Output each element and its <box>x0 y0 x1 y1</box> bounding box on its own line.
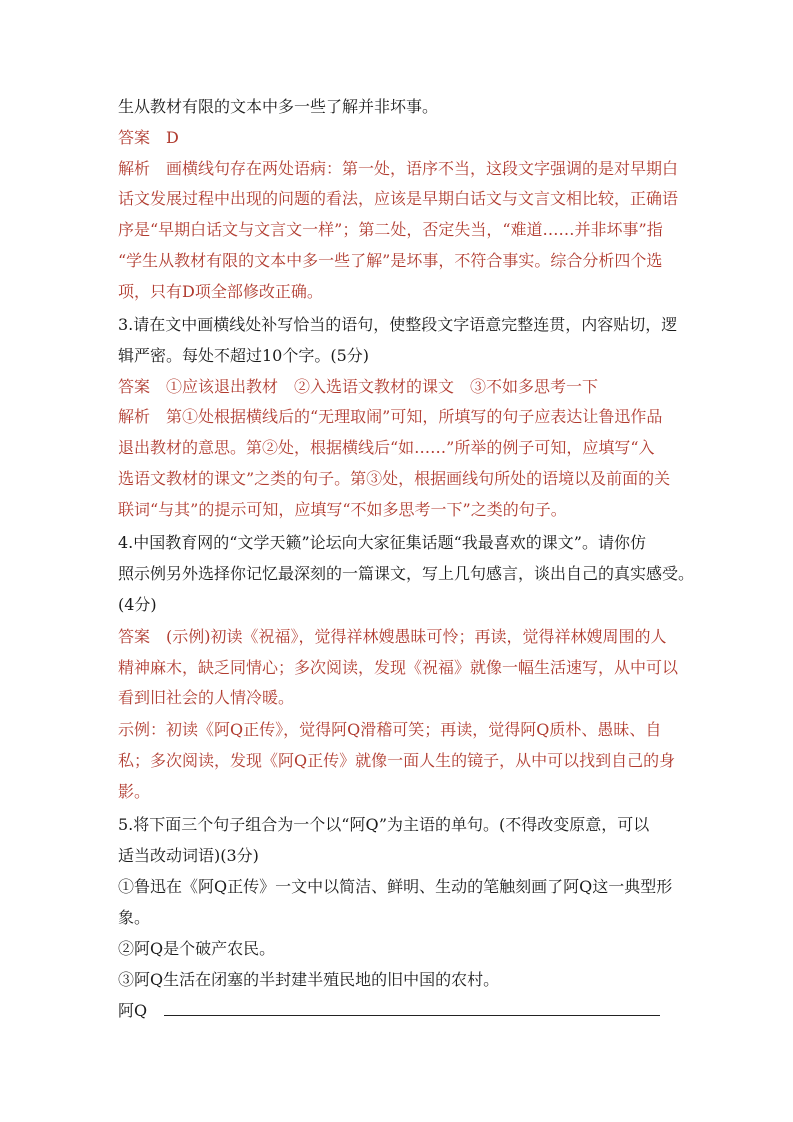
analysis-line: “学生从教材有限的文本中多一些了解”是坏事，不符合事实。综合分析四个选 <box>118 251 663 270</box>
analysis-line: 解析 画横线句存在两处语病：第一处，语序不当，这段文字强调的是对早期白 <box>118 159 679 178</box>
example-line: 影。 <box>118 782 151 801</box>
question-5-line: 5.将下面三个句子组合为一个以“阿Q”为主语的单句。(不得改变原意，可以 <box>118 815 650 834</box>
sentence-2: ②阿Q是个破产农民。 <box>118 939 276 958</box>
text-line: 生从教材有限的文本中多一些了解并非坏事。 <box>118 97 439 116</box>
sentence-3: ③阿Q生活在闭塞的半封建半殖民地的旧中国的农村。 <box>118 970 500 989</box>
answer-line: 答案 ①应该退出教材 ②入选语文教材的课文 ③不如多思考一下 <box>118 377 599 396</box>
analysis-line: 话文发展过程中出现的问题的看法，应该是早期白话文与文言文相比较，正确语 <box>118 189 679 208</box>
answer-blank-line <box>164 1015 660 1016</box>
sentence-1: ①鲁迅在《阿Q正传》一文中以简洁、鲜明、生动的笔触刻画了阿Q这一典型形 <box>118 877 673 896</box>
question-4-line: 照示例另外选择你记忆最深刻的一篇课文，写上几句感言，谈出自己的真实感受。 <box>118 564 695 583</box>
question-4-line: 4.中国教育网的“文学天籁”论坛向大家征集话题“我最喜欢的课文”。请你仿 <box>118 533 646 552</box>
question-5-line: 适当改动词语)(3分) <box>118 846 259 865</box>
analysis-line: 解析 第①处根据横线后的“无理取闹”可知，所填写的句子应表达让鲁迅作品 <box>118 407 663 426</box>
example-line: 私；多次阅读，发现《阿Q正传》就像一面人生的镜子，从中可以找到自己的身 <box>118 751 676 770</box>
analysis-line: 选语文教材的课文”之类的句子。第③处，根据画线句所处的语境以及前面的关 <box>118 469 671 488</box>
question-4-line: (4分) <box>118 595 157 614</box>
sentence-1-cont: 象。 <box>118 908 151 927</box>
answer-prefix: 阿Q <box>118 1001 148 1020</box>
answer-line: 答案 D <box>118 128 179 147</box>
analysis-line: 序是“早期白话文与文言文一样”；第二处，否定失当，“难道……并非坏事”指 <box>118 220 663 239</box>
answer-line: 看到旧社会的人情冷暖。 <box>118 688 295 707</box>
analysis-line: 项，只有D项全部修改正确。 <box>118 282 323 301</box>
question-3-line: 3.请在文中画横线处补写恰当的语句，使整段文字语意完整连贯，内容贴切，逻 <box>118 315 678 334</box>
answer-line: 精神麻木，缺乏同情心；多次阅读，发现《祝福》就像一幅生活速写，从中可以 <box>118 658 679 677</box>
answer-line: 答案 (示例)初读《祝福》，觉得祥林嫂愚昧可怜；再读，觉得祥林嫂周围的人 <box>118 627 667 646</box>
analysis-line: 退出教材的意思。第②处，根据横线后“如……”所举的例子可知，应填写“入 <box>118 438 655 457</box>
analysis-line: 联词“与其”的提示可知，应填写“不如多思考一下”之类的句子。 <box>118 500 567 519</box>
example-line: 示例：初读《阿Q正传》，觉得阿Q滑稽可笑；再读，觉得阿Q质朴、愚昧、自 <box>118 720 662 739</box>
question-3-line: 辑严密。每处不超过10个字。(5分) <box>118 346 370 365</box>
